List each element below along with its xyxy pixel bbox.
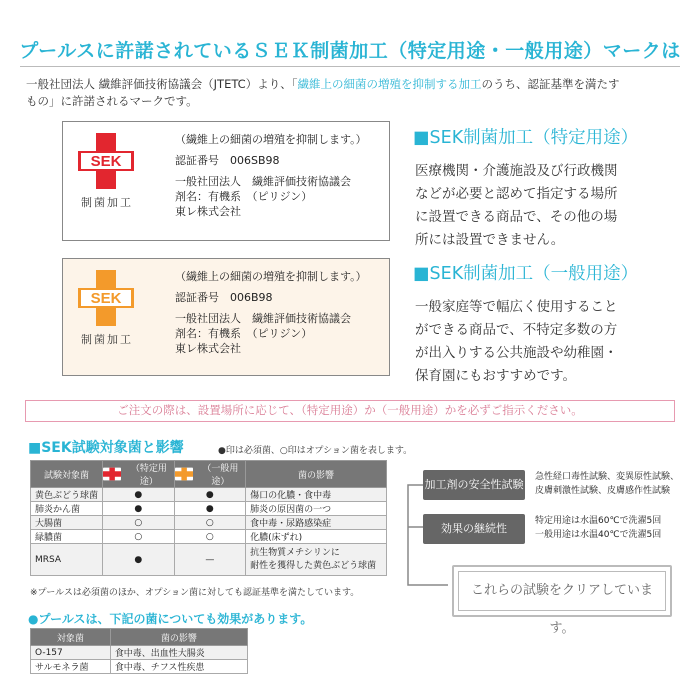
mark-claim: （繊維上の細菌の増殖を抑制します。） <box>175 133 367 146</box>
table-footnote: ※プールスは必須菌のほか、オプション菌に対しても認証基準を満たしています。 <box>30 588 360 598</box>
mark-org: 一般社団法人 繊維評価技術協議会 <box>175 312 351 325</box>
cell-general: ○ <box>174 516 246 530</box>
mark-agent: 剤名：有機系 （ピリジン） <box>175 327 313 340</box>
mark-cert-number: 認証番号 006SB98 <box>175 154 280 167</box>
intro-line2: もの」に許諾されるマークです。 <box>26 94 198 108</box>
cell-general: ○ <box>174 530 246 544</box>
desc-line: 所には設置できません。 <box>415 232 565 248</box>
mark-text-block <box>175 132 367 219</box>
cell-specific: ● <box>103 502 175 516</box>
table-row <box>31 488 387 502</box>
durability-item: 特定用途は水温60℃で洗濯5回 <box>535 516 662 526</box>
cell-specific: ○ <box>103 516 175 530</box>
logo-sek-text: SEK <box>90 153 122 170</box>
header-general-label: （一般用途） <box>202 464 239 487</box>
cell-effect-line: 抗生物質メチシリンに <box>250 547 340 558</box>
cell-effect <box>246 544 387 576</box>
mark-company: 東レ株式会社 <box>175 205 241 218</box>
mark-company: 東レ株式会社 <box>175 342 241 355</box>
safety-item: 皮膚刺激性試験、皮膚感作性試験 <box>535 486 671 496</box>
safety-item: 急性経口毒性試験、変異原性試験、 <box>535 472 680 482</box>
mini-sek-red-icon <box>103 467 121 481</box>
sek-mark-specific <box>62 121 390 241</box>
cell-effect: 傷口の化膿・食中毒 <box>246 488 387 502</box>
mini-sek-orange-icon <box>175 467 193 481</box>
title-divider <box>20 66 680 67</box>
intro-highlight: 繊維上の細菌の増殖を抑制する加工 <box>297 77 482 91</box>
desc-line: に設置できる商品で、その他の場 <box>415 209 618 225</box>
safety-test-items <box>535 470 679 498</box>
mark-text-block <box>175 269 367 356</box>
table-row <box>31 660 248 674</box>
cell-effect: 肺炎の原因菌の一つ <box>246 502 387 516</box>
test-section-title: ■SEK試験対象菌と影響 <box>28 440 184 456</box>
header-bacteria: 試験対象菌 <box>31 461 103 488</box>
order-notice: ご注文の際は、設置場所に応じて、（特定用途）か（一般用途）かを必ずご指示ください。 <box>25 400 675 422</box>
cell-bacteria: 大腸菌 <box>31 516 103 530</box>
specific-use-description <box>415 160 618 252</box>
desc-line: 一般家庭等で幅広く使用すること <box>415 299 618 315</box>
tests-cleared-text: これらの試験をクリアしています。 <box>458 571 666 611</box>
sek-mark-general <box>62 258 390 376</box>
sek-orange-cross-logo <box>77 269 135 327</box>
cell-general: ● <box>174 488 246 502</box>
tests-cleared-box <box>452 565 672 636</box>
intro-text <box>26 76 686 110</box>
extra-bacteria-table <box>30 628 248 674</box>
cell-specific: ● <box>103 488 175 502</box>
header-bacteria: 対象菌 <box>31 629 111 646</box>
header-general <box>174 461 246 488</box>
desc-line: 医療機関・介護施設及び行政機関 <box>415 163 618 179</box>
cell-specific: ○ <box>103 530 175 544</box>
desc-line: が出入りする公共施設や幼稚園・ <box>415 345 618 361</box>
cell-bacteria: MRSA <box>31 544 103 576</box>
mark-cert-number: 認証番号 006B98 <box>175 291 273 304</box>
logo-caption: 制菌加工 <box>81 333 133 346</box>
cell-effect: 食中毒・尿路感染症 <box>246 516 387 530</box>
cell-specific: ● <box>103 544 175 576</box>
table-row <box>31 502 387 516</box>
cell-effect: 化膿(床ずれ) <box>246 530 387 544</box>
logo-caption: 制菌加工 <box>81 196 133 209</box>
table-row <box>31 530 387 544</box>
cell-bacteria: 肺炎かん菌 <box>31 502 103 516</box>
cell-bacteria: 緑膿菌 <box>31 530 103 544</box>
extra-section-title: ●プールスは、下記の菌についても効果があります。 <box>28 612 313 626</box>
logo-sek-text: SEK <box>90 290 122 307</box>
header-effect: 菌の影響 <box>110 629 247 646</box>
test-bacteria-table <box>30 460 387 576</box>
intro-part2: のうち、認証基準を満たす <box>481 77 620 91</box>
desc-line: 保育園にもおすすめです。 <box>415 368 577 384</box>
cell-general: — <box>174 544 246 576</box>
durability-item: 一般用途は水温40℃で洗濯5回 <box>535 530 662 540</box>
cell-bacteria: O-157 <box>31 646 111 660</box>
header-specific <box>103 461 175 488</box>
table-header-row <box>31 629 248 646</box>
table-row <box>31 646 248 660</box>
durability-items <box>535 514 661 542</box>
cell-bacteria: 黄色ぶどう球菌 <box>31 488 103 502</box>
table-row <box>31 516 387 530</box>
page-title: プールスに許諾されているＳＥＫ制菌加工（特定用途・一般用途）マークは <box>19 40 681 62</box>
test-section-note: ●印は必須菌、○印はオプション菌を表します。 <box>218 446 413 456</box>
cell-effect-line: 耐性を獲得した黄色ぶどう球菌 <box>250 560 377 571</box>
cell-bacteria: サルモネラ菌 <box>31 660 111 674</box>
header-effect: 菌の影響 <box>246 461 387 488</box>
general-use-heading: ■SEK制菌加工（一般用途） <box>413 264 639 284</box>
desc-line: ができる商品で、不特定多数の方 <box>415 322 618 338</box>
desc-line: などが必要と認めて指定する場所 <box>415 186 618 202</box>
specific-use-heading: ■SEK制菌加工（特定用途） <box>413 128 639 148</box>
sek-red-cross-logo <box>77 132 135 190</box>
safety-test-badge: 加工剤の安全性試験 <box>423 470 525 500</box>
mark-agent: 剤名：有機系 （ピリジン） <box>175 190 313 203</box>
general-use-description <box>415 296 618 388</box>
intro-part1: 一般社団法人 繊維評価技術協議会（JTETC）より、「 <box>26 77 298 91</box>
table-header-row <box>31 461 387 488</box>
mark-org: 一般社団法人 繊維評価技術協議会 <box>175 175 351 188</box>
cell-effect: 食中毒、出血性大腸炎 <box>110 646 247 660</box>
table-row <box>31 544 387 576</box>
cell-effect: 食中毒、チフス性疾患 <box>110 660 247 674</box>
header-specific-label: （特定用途） <box>130 464 167 487</box>
durability-badge: 効果の継続性 <box>423 514 525 544</box>
mark-claim: （繊維上の細菌の増殖を抑制します。） <box>175 270 367 283</box>
cell-general: ● <box>174 502 246 516</box>
